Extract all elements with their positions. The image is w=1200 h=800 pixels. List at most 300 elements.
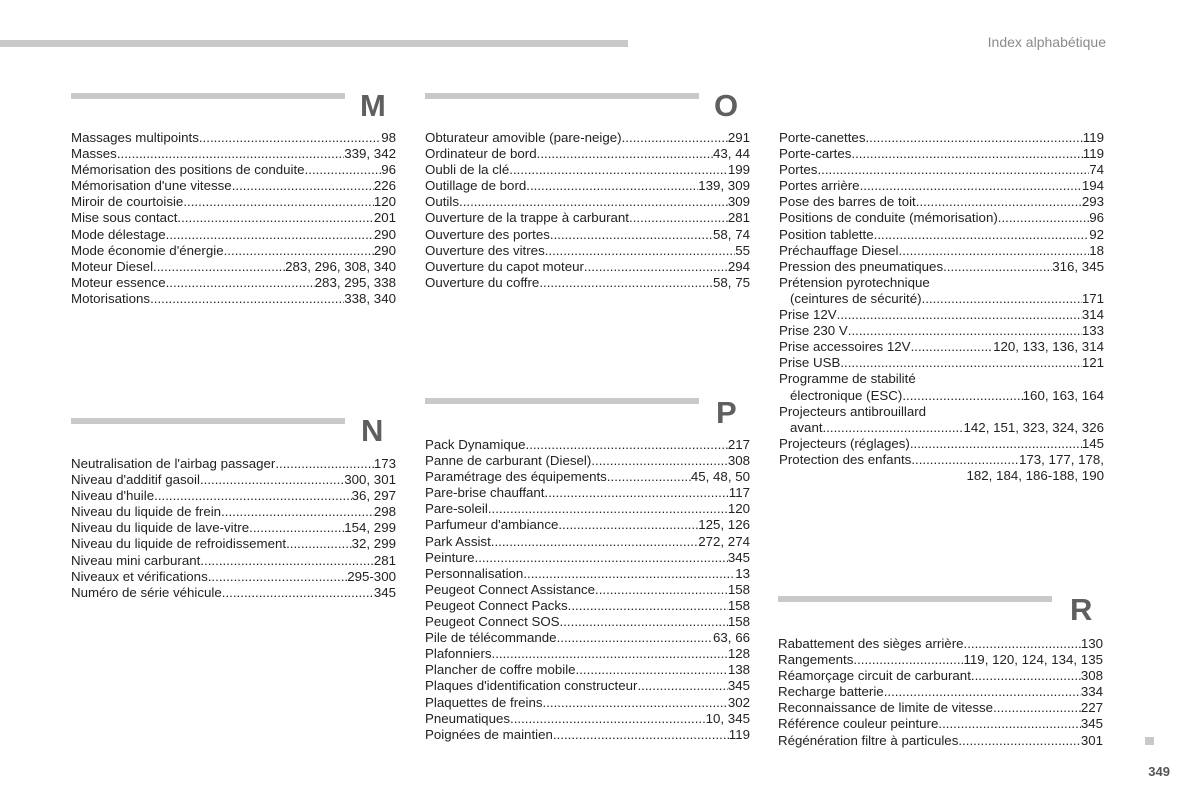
dot-leader [851,146,1082,162]
index-entry-pages: 154, 299 [344,520,396,536]
index-entry-term: Numéro de série véhicule [71,584,222,600]
index-entry-term: Oubli de la clé [425,162,510,178]
index-entry-pages: 293 [1081,194,1104,210]
index-entry [71,472,396,488]
index-entry-pages: 309 [727,194,750,210]
dot-leader [899,243,1090,259]
index-entry-pages: 158 [727,614,750,630]
index-entry-pages: 160, 163, 164 [1022,387,1104,403]
index-entry [425,614,750,630]
index-entry-term: Position tablette [779,226,874,242]
index-entry [425,453,750,469]
index-entry-term: Niveau du liquide de lave-vitre [71,520,250,536]
dot-leader [222,585,374,601]
index-entry-term: Outillage de bord [425,178,527,194]
index-entry [71,194,396,210]
index-entry-term: Portes arrière [779,178,860,194]
dot-leader [591,453,728,469]
dot-leader [509,162,728,178]
dot-leader [526,437,728,453]
index-entry [778,668,1103,684]
index-entry [779,388,1104,404]
index-entry [71,162,396,178]
index-entry-pages: 32, 299 [351,536,396,552]
index-entry-term: avant [790,419,823,435]
dot-leader [166,275,315,291]
index-entry-pages: 338, 340 [344,290,396,306]
dot-leader [576,662,728,678]
dot-leader [249,520,344,536]
index-entry-term: Park Assist [425,533,491,549]
index-entry [71,210,396,226]
index-entry-term: Plaques d'identification constructeur [425,678,638,694]
dot-leader [911,339,994,355]
dot-leader [545,485,729,501]
dot-leader [166,227,374,243]
index-entry-pages: 227 [1080,700,1103,716]
index-entry-pages: 142, 151, 323, 324, 326 [963,419,1104,435]
index-entry [425,243,750,259]
index-entry-term: Pack Dynamique [425,437,526,452]
header-rule [0,40,628,47]
dot-leader [817,162,1089,178]
index-entry-pages: 120, 133, 136, 314 [993,339,1104,355]
dot-leader [491,534,698,550]
index-entry-term: Poignées de maintien [425,726,553,742]
dot-leader [475,550,728,566]
dot-leader [865,130,1082,146]
dot-leader [526,178,698,194]
section-r-rule [778,596,1052,602]
index-entry-pages: 119, 120, 124, 134, 135 [963,652,1103,668]
index-entry-pages: 217 [727,437,750,452]
index-entry [425,711,750,727]
index-entry-term: Rangements [778,652,854,668]
index-entry-term: Panne de carburant (Diesel) [425,453,592,469]
section-n-entries [71,456,396,601]
index-entry-pages: 345 [1080,716,1103,732]
index-entry-pages: 128 [727,646,750,662]
index-entry [778,733,1103,749]
index-entry [425,566,750,582]
section-p-continued-entries [779,130,1104,484]
index-entry-pages: 272, 274 [698,533,750,549]
index-entry-pages: 145 [1081,435,1104,451]
section-o-entries [425,130,750,291]
index-entry [425,259,750,275]
index-entry-term: Personnalisation [425,565,524,581]
dot-leader [153,259,285,275]
index-entry [778,716,1103,732]
index-entry-pages: 158 [727,581,750,597]
index-entry-pages: 298 [373,504,396,520]
index-entry-pages: 281 [727,210,750,226]
index-entry-pages: 138 [727,662,750,678]
dot-leader [902,388,1022,404]
index-entry-pages: 283, 296, 308, 340 [285,258,396,274]
index-entry [425,227,750,243]
index-entry [778,684,1103,700]
dot-leader [560,614,728,630]
index-entry [778,652,1103,668]
index-entry [779,355,1104,371]
index-entry [71,275,396,291]
index-entry [779,194,1104,210]
index-entry-pages: 300, 301 [344,472,396,488]
dot-leader [539,275,713,291]
index-entry-pages: 139, 309 [698,178,750,194]
index-entry [425,194,750,210]
index-entry-pages: 36, 297 [351,488,396,504]
index-entry-term: Plaquettes de freins [425,694,543,710]
index-entry [71,259,396,275]
index-entry [425,130,750,146]
index-entry [425,485,750,501]
index-entry-term: Moteur Diesel [71,258,154,274]
dot-leader [550,227,713,243]
index-entry-term: Peugeot Connect Assistance [425,581,596,597]
index-entry-pages: 199 [727,162,750,178]
index-entry-pages: 334 [1080,684,1103,700]
section-m-entries [71,130,396,307]
index-entry [779,371,1104,387]
index-entry [778,636,1103,652]
index-entry-pages: 171 [1081,290,1104,306]
index-entry-term: Mémorisation des positions de conduite [71,162,305,178]
index-entry [425,275,750,291]
page-number: 349 [1148,764,1170,779]
dot-leader [958,733,1080,749]
index-entry-term: Projecteurs (réglages) [779,435,910,451]
dot-leader [523,566,735,582]
index-entry [71,146,396,162]
index-entry-term: Outils [425,194,459,210]
index-entry-pages: 226 [373,178,396,194]
index-entry-term: Niveau d'huile [71,488,155,504]
index-entry-pages: 308 [727,453,750,469]
index-entry-term: Pneumatiques [425,710,511,726]
index-entry-pages: 63, 66 [713,630,750,646]
index-entry-pages: 173, 177, 178, [1018,451,1104,467]
dot-leader [848,323,1082,339]
index-entry [779,130,1104,146]
index-entry-pages: 119 [1082,146,1104,162]
index-entry-pages: 119 [1082,130,1104,145]
index-entry-pages: 133 [1081,323,1104,339]
index-entry-pages: 345 [727,678,750,694]
dot-leader [853,652,963,668]
dot-leader [488,501,728,517]
index-entry-term: Mode délestage [71,226,166,242]
index-entry [71,178,396,194]
dot-leader [964,636,1081,652]
index-entry-pages: 18 [1089,242,1104,258]
index-entry [425,146,750,162]
dot-leader [183,194,373,210]
dot-leader [543,695,728,711]
index-entry-pages: 55 [735,242,750,258]
index-entry [779,291,1104,307]
index-entry-term: Programme de stabilité [779,371,916,387]
section-p-entries [425,437,750,743]
index-entry-term: Niveau d'additif gasoil [71,472,200,488]
dot-leader [492,646,728,662]
index-entry-pages: 345 [373,584,396,600]
index-entry-term: Miroir de courtoisie [71,194,184,210]
index-entry-term: Peinture [425,549,475,565]
index-entry-pages: 117 [728,485,750,501]
dot-leader [943,259,1052,275]
index-entry [779,468,1104,484]
dot-leader [584,259,728,275]
dot-leader [537,146,713,162]
index-entry-term: Prétension pyrotechnique [779,274,930,290]
index-entry [778,700,1103,716]
index-entry [425,662,750,678]
index-entry-term: Protection des enfants [779,451,912,467]
index-entry-pages: 43, 44 [713,146,750,162]
dot-leader [200,472,344,488]
index-entry [425,162,750,178]
index-entry [779,452,1104,468]
index-entry-term: Niveau du liquide de frein [71,504,222,520]
dot-leader [938,716,1080,732]
dot-leader [305,162,382,178]
dot-leader [557,630,713,646]
index-entry-term: Préchauffage Diesel [779,242,899,258]
index-entry [425,550,750,566]
dot-leader [199,130,381,146]
index-entry [71,488,396,504]
page-title: Index alphabétique [987,34,1106,50]
dot-leader [884,684,1081,700]
index-entry-term: Obturateur amovible (pare-neige) [425,130,622,145]
dot-leader [860,178,1082,194]
index-entry [779,275,1104,291]
section-p-rule [425,398,699,404]
index-entry-term: Porte-cartes [779,146,852,162]
index-entry-pages: 58, 75 [713,274,750,290]
index-entry-pages: 10, 345 [705,710,750,726]
index-entry-pages: 294 [727,258,750,274]
index-entry-pages: 295-300 [347,568,396,584]
dot-leader [150,291,344,307]
section-o-rule [425,93,699,99]
dot-leader [275,456,373,472]
index-entry-term: Motorisations [71,290,151,306]
index-entry-term: électronique (ESC) [790,387,903,403]
index-entry [71,553,396,569]
index-entry-pages: 130 [1080,636,1103,651]
index-entry-pages: 58, 74 [713,226,750,242]
section-letter-m: M [360,88,386,123]
dot-leader [177,210,373,226]
section-n-rule [71,418,345,424]
index-entry-pages: 345 [727,549,750,565]
index-entry [779,146,1104,162]
index-entry-pages: 316, 345 [1052,258,1104,274]
index-entry-pages: 13 [735,565,750,581]
dot-leader [993,700,1081,716]
index-entry [71,130,396,146]
index-entry [71,504,396,520]
index-entry-term: Portes [779,162,818,178]
dot-leader [910,436,1082,452]
index-entry [779,436,1104,452]
index-entry-term: Moteur essence [71,274,166,290]
index-entry-pages: 291 [727,130,750,145]
dot-leader [545,243,735,259]
index-entry-pages: 92 [1089,226,1104,242]
dot-leader [208,569,347,585]
index-entry-term: Reconnaissance de limite de vitesse [778,700,994,716]
index-entry-pages: 119 [728,726,750,742]
index-entry-term: Parfumeur d'ambiance [425,517,559,533]
section-m-rule [71,93,345,99]
index-entry-term: Positions de conduite (mémorisation) [779,210,998,226]
index-entry-pages: 45, 48, 50 [690,469,750,485]
index-entry-term: Pare-brise chauffant [425,485,545,501]
section-letter-o: O [714,88,739,123]
index-entry-term: Niveaux et vérifications [71,568,208,584]
index-entry-term: Plafonniers [425,646,492,662]
index-entry [71,291,396,307]
dot-leader [622,130,728,146]
index-entry-term: Référence couleur peinture [778,716,939,732]
index-entry-pages: 74 [1089,162,1104,178]
dot-leader [916,194,1082,210]
index-entry-term: Peugeot Connect SOS [425,614,560,630]
index-entry-term: Prise 12V [779,307,837,323]
index-entry-term: Réamorçage circuit de carburant [778,668,971,684]
index-entry [779,178,1104,194]
dot-leader [568,598,728,614]
section-letter-r: R [1070,592,1093,627]
index-entry-term: Prise 230 V [779,323,848,339]
index-entry [425,678,750,694]
index-entry-pages: 302 [727,694,750,710]
index-entry-term: Massages multipoints [71,130,199,145]
index-entry-pages: 281 [373,552,396,568]
index-entry [425,598,750,614]
index-entry-term: Rabattement des sièges arrière [778,636,964,651]
index-entry-term: Masses [71,146,117,162]
index-entry-term: (ceintures de sécurité) [790,290,922,306]
dot-leader [911,452,1019,468]
index-entry-pages: 98 [381,130,396,145]
section-letter-p: P [716,395,737,430]
dot-leader [117,146,344,162]
index-entry-pages: 308 [1080,668,1103,684]
index-entry [71,569,396,585]
dot-leader [837,307,1082,323]
index-entry [425,727,750,743]
dot-leader [637,678,727,694]
index-entry-term: Ordinateur de bord [425,146,537,162]
index-entry-term: Mode économie d'énergie [71,242,224,258]
index-entry-term: Plancher de coffre mobile [425,662,576,678]
index-entry [779,243,1104,259]
index-entry [425,210,750,226]
dot-leader [922,291,1082,307]
index-entry-term: Régénération filtre à particules [778,732,959,748]
index-entry-pages: 173 [373,456,396,471]
index-entry [425,646,750,662]
dot-leader [200,553,373,569]
index-entry [71,227,396,243]
index-entry [425,437,750,453]
dot-leader [553,727,729,743]
dot-leader [595,582,728,598]
index-entry-pages: 96 [1089,210,1104,226]
dot-leader [629,210,728,226]
index-entry-term: Projecteurs antibrouillard [779,403,927,419]
index-entry-term: Ouverture du coffre [425,274,540,290]
section-r-entries [778,636,1103,749]
index-entry [779,259,1104,275]
dot-leader [998,210,1089,226]
index-entry-term: Mise sous contact [71,210,178,226]
index-entry [425,582,750,598]
index-entry-term: Niveau du liquide de refroidissement [71,536,287,552]
index-entry-term: Pare-soleil [425,501,488,517]
index-entry-pages: 125, 126 [698,517,750,533]
index-entry-pages: 314 [1081,307,1104,323]
index-entry [779,420,1104,436]
index-entry-term: Prise USB [779,355,841,371]
section-letter-n: N [361,413,384,448]
index-entry [71,243,396,259]
index-entry-term: Paramétrage des équipements [425,469,607,485]
index-entry [779,404,1104,420]
index-entry [779,323,1104,339]
index-entry-term: Niveau mini carburant [71,552,201,568]
dot-leader [154,488,352,504]
index-entry [779,307,1104,323]
index-entry-term: Pose des barres de toit [779,194,916,210]
index-entry-term: Peugeot Connect Packs [425,597,568,613]
index-entry [71,536,396,552]
index-entry-pages: 120 [373,194,396,210]
corner-marker [1145,737,1154,745]
index-entry-pages: 158 [727,597,750,613]
index-entry-term: Ouverture des portes [425,226,550,242]
dot-leader [823,420,964,436]
dot-leader [607,469,691,485]
index-entry [779,339,1104,355]
dot-leader [459,194,728,210]
index-entry [425,469,750,485]
index-entry-pages: 194 [1081,178,1104,194]
dot-leader [221,504,374,520]
index-entry-pages: 201 [373,210,396,226]
index-entry-term: Neutralisation de l'airbag passager [71,456,276,471]
dot-leader [510,711,706,727]
index-entry-pages: 290 [373,242,396,258]
index-entry-pages: 301 [1080,732,1103,748]
index-entry-term: Ouverture du capot moteur [425,258,584,274]
dot-leader [874,227,1090,243]
index-entry [71,585,396,601]
index-entry-term: Mémorisation d'une vitesse [71,178,232,194]
dot-leader [286,536,352,552]
index-entry [71,456,396,472]
index-entry-pages: 96 [381,162,396,178]
index-entry-pages: 283, 295, 338 [314,274,396,290]
index-entry-pages: 182, 184, 186-188, 190 [966,467,1104,483]
index-entry [425,517,750,533]
index-entry-pages: 290 [373,226,396,242]
